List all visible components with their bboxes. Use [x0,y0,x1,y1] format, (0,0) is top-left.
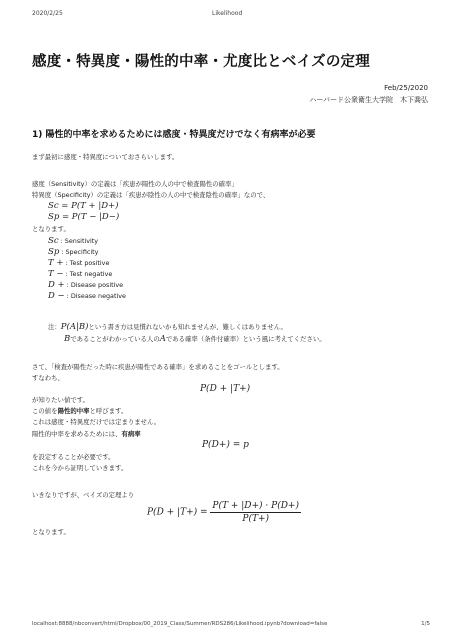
not-fixed-text: これは感度・特異度だけでは定まりません。 [32,418,161,426]
glossary-desc: : Disease negative [64,292,126,300]
glossary-item [48,247,126,258]
bayes-lhs: P(D + |T+) = [147,507,208,518]
bayes-numerator: P(T + |D+) · P(D+) [212,501,299,511]
note-text-1: という書き方は見慣れないかも知れませんが、難しくはありません。 [88,323,287,331]
prevalence-term: 有病率 [121,430,141,438]
set-text: を設定することが必要です。 [32,453,115,461]
print-date: 2020/2/25 [32,10,63,17]
need-prevalence [32,430,141,439]
glossary-symbol: Sp [48,247,60,257]
glossary-symbol: D − [48,291,65,301]
equation-sc: Sc = P(T + |D+) [48,201,119,211]
def-specificity: 特異度（Specificity）の定義は「疾患が陰性の人の中で検査陰性の確率」なので、 [32,191,270,199]
glossary-symbol: Sc [48,236,59,246]
glossary-item [48,269,126,280]
bayes-intro: いきなりですが、ベイズの定理より [32,491,135,499]
footer-page-number: 1/5 [421,621,430,627]
def-sensitivity: 感度（Sensitivity）の定義は「疾患が陽性の人の中で検査陽性の確率」 [32,180,238,188]
equation-goal: P(D + |T+) [200,384,251,394]
glossary-item [48,280,126,291]
narimasu-text: となります。 [32,225,70,233]
glossary-item [48,291,126,302]
goal-text: さて、「検査が陽性だった時に疾患が陽性である確率」を求めることをゴールとします。 [32,363,284,371]
ppv-post: と呼びます。 [89,407,128,415]
note-text-2b: である確率（条件付確率）という風に考えてください。 [165,335,326,343]
need-pre: 陽性的中率を求めるためには、 [32,430,122,438]
sunawachi-text: すなわち、 [32,374,64,382]
glossary-desc: : Disease positive [64,281,124,289]
note-text-2a: であることがわかっている人の [70,335,160,343]
doc-date: Feb/25/2020 [384,84,428,92]
ppv-definition [32,407,127,416]
glossary-desc: : Test negative [63,270,113,278]
glossary-item [48,258,126,269]
equation-bayes [147,501,301,524]
end-text: となります。 [32,528,70,536]
glossary-list [48,236,126,302]
note-prefix: 注： [48,323,61,331]
footer-url: localhost:8888/nbconvert/html/Dropbox/00_2019_Class/Summer/RDS286/Likelihood.ipynb?download=false [32,621,328,627]
intro-text: まず最初に感度・特異度についておさらいします。 [32,153,179,161]
note-line-2 [64,335,326,344]
glossary-desc: : Sensitivity [58,237,99,245]
glossary-desc: : Test positive [63,259,110,267]
ppv-pre: この値を [32,407,58,415]
note-symbol-b: B [64,334,71,344]
glossary-symbol: T + [48,258,64,268]
prove-text: これを今から証明していきます。 [32,464,128,472]
want-text: が知りたい値です。 [32,396,90,404]
glossary-desc: : Specificity [59,248,99,256]
equation-sp: Sp = P(T − |D−) [48,212,120,222]
bayes-denominator: P(T+) [242,514,270,524]
equation-prevalence: P(D+) = p [202,440,249,450]
bayes-fraction [210,501,301,524]
section-heading: 1) 陽性的中率を求めるためには感度・特異度だけでなく有病率が必要 [32,130,316,140]
glossary-symbol: T − [48,269,64,279]
ppv-term: 陽性的中率 [57,407,90,415]
note-symbol-a: A [159,334,166,344]
note-line-1 [48,323,287,332]
doc-author: ハーバード公衆衛生大学院 木下喬弘 [309,96,428,104]
glossary-item [48,236,126,247]
glossary-symbol: D + [48,280,65,290]
print-page-title: Likelihood [212,10,243,17]
page-title: 感度・特異度・陽性的中率・尤度比とベイズの定理 [32,54,370,70]
note-symbol-pab: P(A|B) [60,322,89,332]
